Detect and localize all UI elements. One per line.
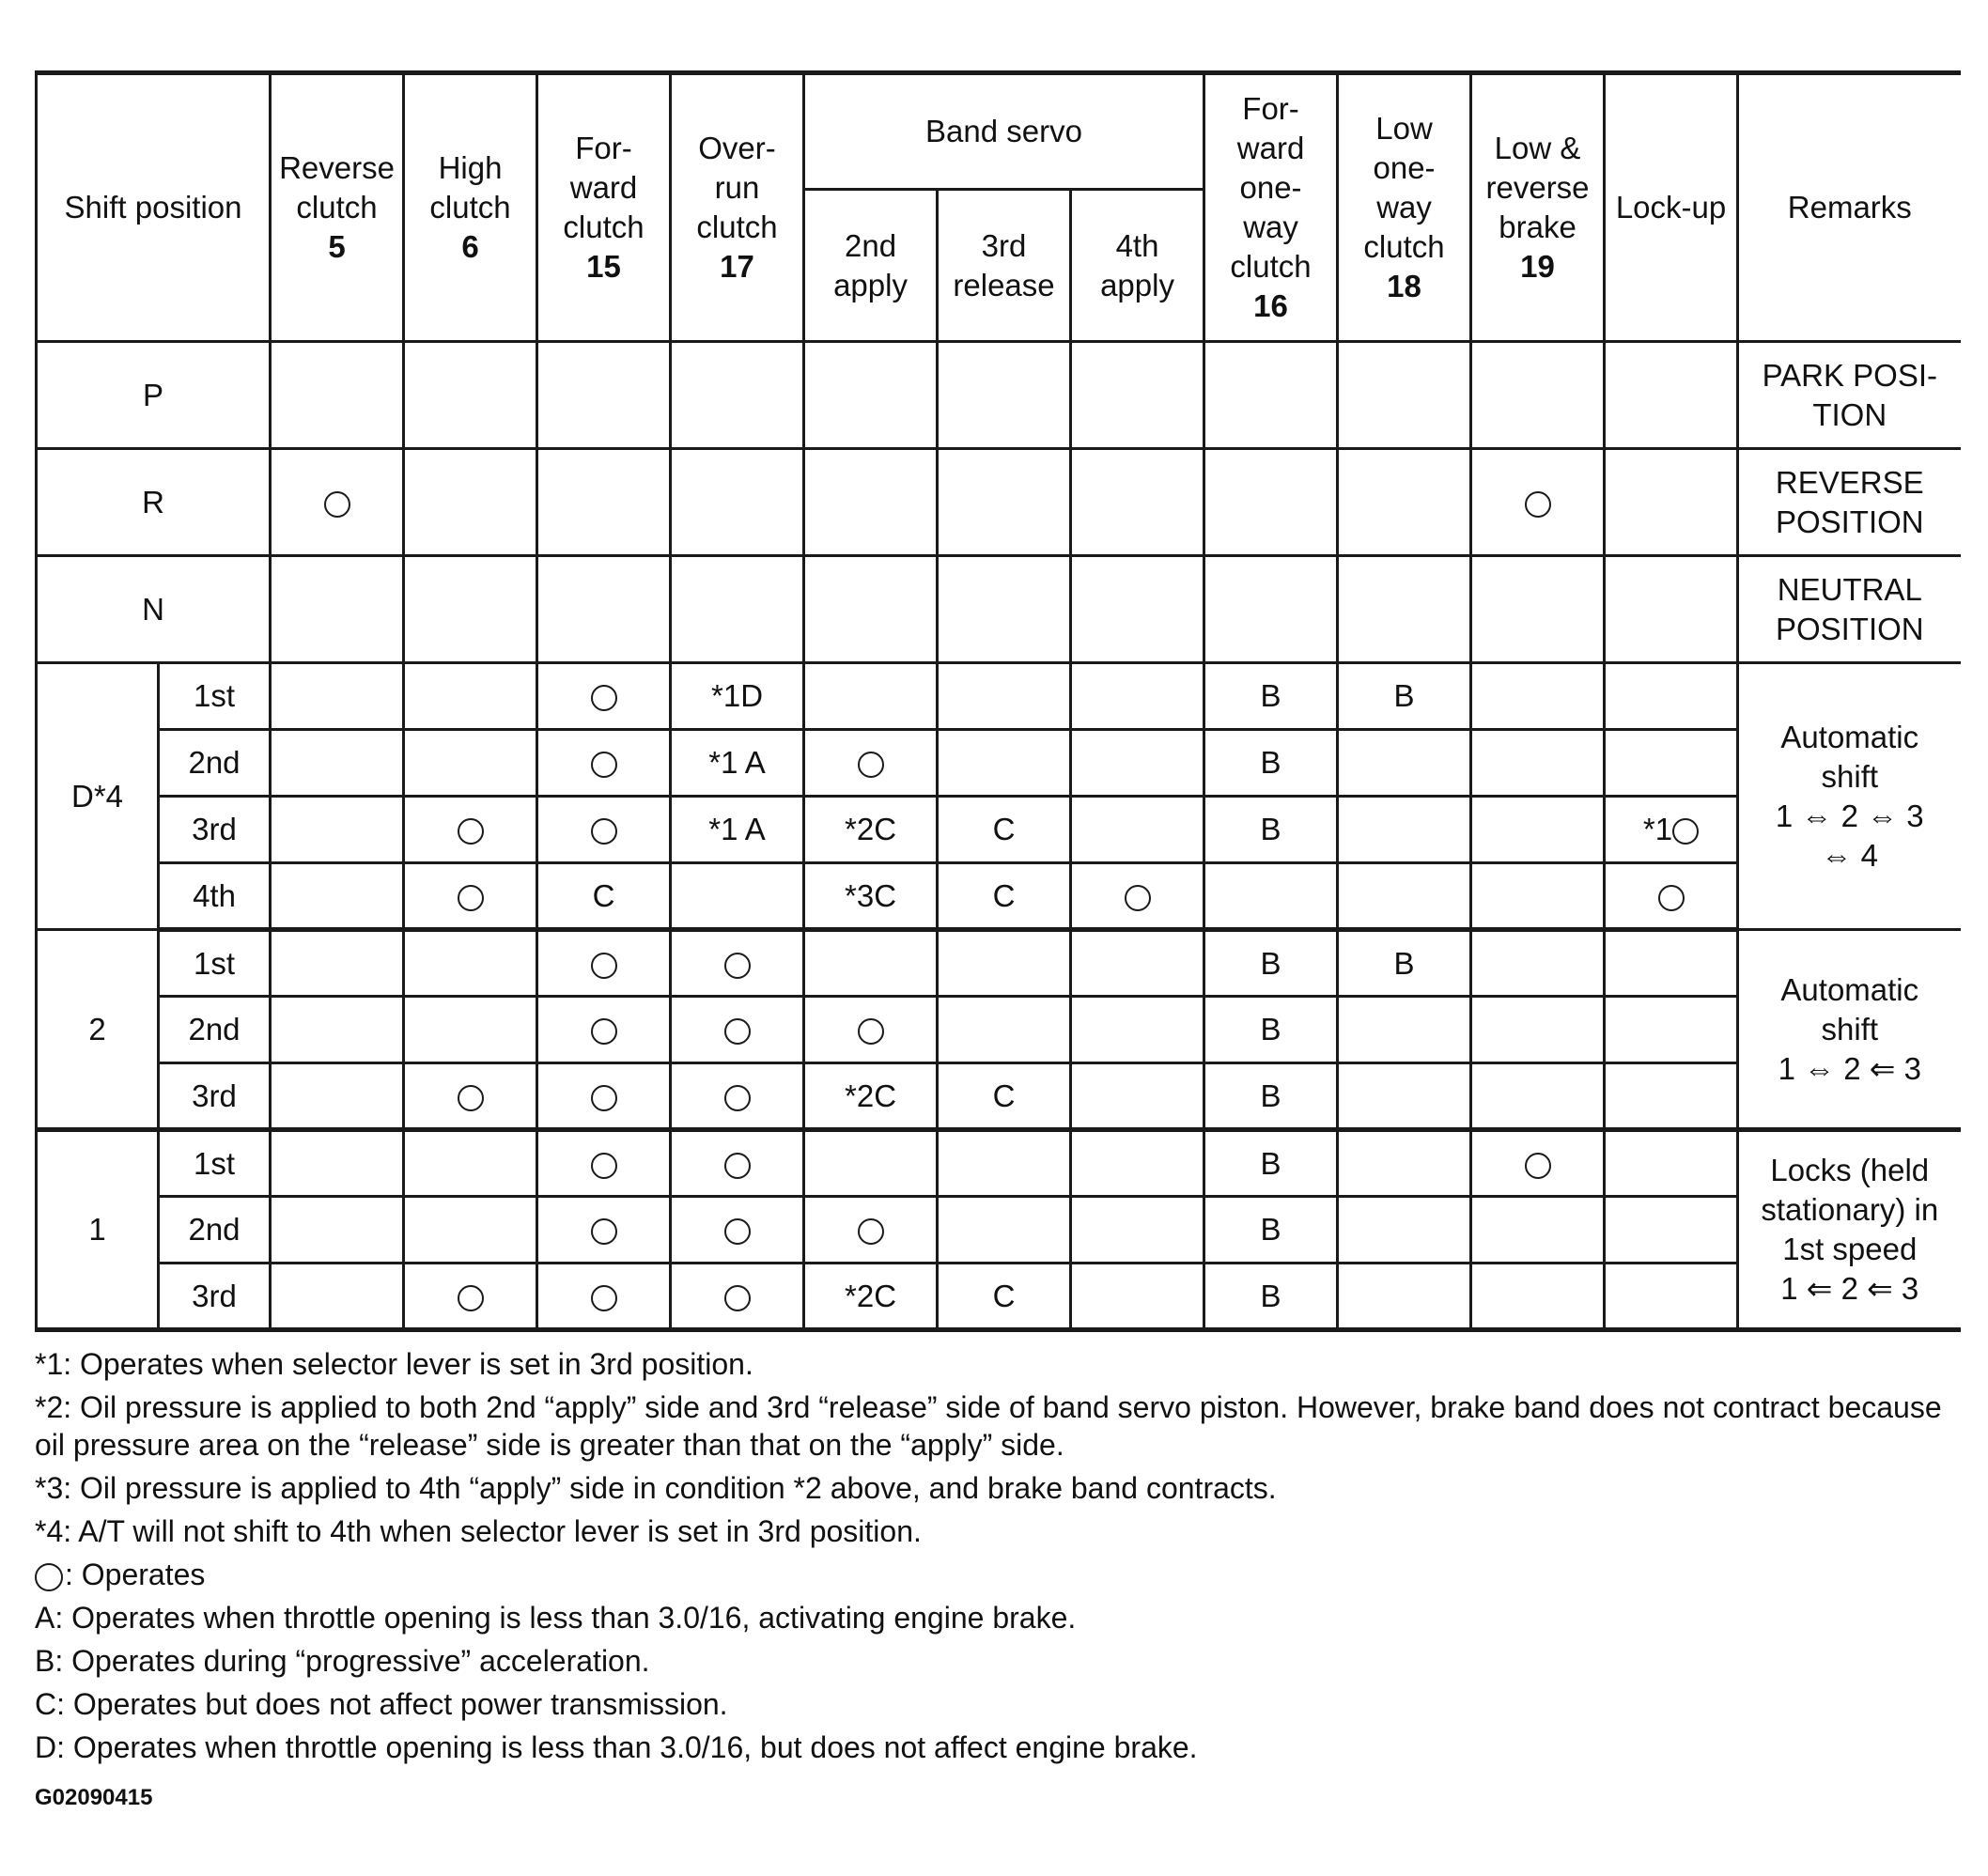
header-reverse-clutch: Reverse clutch 5: [271, 73, 404, 342]
operates-circle-icon: [35, 1563, 63, 1591]
table-row: 4th C *3C C: [37, 863, 1961, 930]
header-forward-clutch: For- ward clutch 15: [537, 73, 671, 342]
table-row: 3rd *2C C B: [37, 1264, 1961, 1330]
gear-1st: 1st: [159, 930, 271, 997]
header-band-3rd-release: 3rd release: [938, 190, 1071, 342]
operates-circle-icon: [724, 1085, 751, 1111]
position-2: 2: [37, 930, 159, 1130]
remark-d4: Automatic shift 1 ⇔ 2 ⇔ 3 ⇔ 4: [1738, 663, 1961, 930]
footnote-2: *2: Oil pressure is applied to both 2nd “apply” side and 3rd “release” side of band servo piston. However, brake band does not contract because oil pressure area on the “release” side is greater than that on the “apply” side.: [35, 1390, 1942, 1462]
operates-circle-icon: [1672, 818, 1699, 845]
gear-2nd: 2nd: [159, 730, 271, 797]
operates-circle-icon: [858, 752, 884, 778]
header-band-2nd-apply: 2nd apply: [804, 190, 938, 342]
header-forward-oneway-clutch: For- ward one- way clutch 16: [1204, 73, 1338, 342]
table-row: 2nd B: [37, 1197, 1961, 1264]
header-shift-position: Shift position: [37, 73, 271, 342]
footnote-3: *3: Oil pressure is applied to 4th “apply” side in condition *2 above, and brake band contracts.: [35, 1471, 1277, 1505]
operates-circle-icon: [1525, 1153, 1551, 1179]
position-p: P: [37, 342, 271, 449]
header-band-servo: Band servo: [804, 73, 1204, 190]
position-r: R: [37, 449, 271, 556]
operates-circle-icon: [1525, 491, 1551, 518]
table-row: 2nd *1 A B: [37, 730, 1961, 797]
table-row: 1 1st B Locks (held stationary) in 1st speed 1 ⇐ 2 ⇐ 3: [37, 1130, 1961, 1197]
operates-circle-icon: [458, 1085, 484, 1111]
table-row: 3rd *2C C B: [37, 1063, 1961, 1130]
header-remarks: Remarks: [1738, 73, 1961, 342]
header-lockup: Lock-up: [1605, 73, 1738, 342]
remark-neutral: NEUTRAL POSITION: [1738, 556, 1961, 663]
footnotes: [35, 1345, 1970, 1772]
operates-circle-icon: [324, 491, 350, 518]
footnote-4: *4: A/T will not shift to 4th when selector lever is set in 3rd position.: [35, 1514, 922, 1548]
table-row: [37, 449, 1961, 556]
operates-circle-icon: [724, 1285, 751, 1311]
table-row: [37, 342, 1961, 449]
operates-circle-icon: [591, 1085, 617, 1111]
remark-reverse: REVERSE POSITION: [1738, 449, 1961, 556]
header-low-oneway-clutch: Low one- way clutch 18: [1338, 73, 1471, 342]
position-d4: D*4: [37, 663, 159, 930]
header-overrun-clutch: Over- run clutch 17: [671, 73, 804, 342]
operates-circle-icon: [591, 1018, 617, 1045]
operates-circle-icon: [591, 1285, 617, 1311]
operates-circle-icon: [1658, 885, 1685, 911]
gear-3rd: 3rd: [159, 1264, 271, 1330]
operates-circle-icon: [858, 1018, 884, 1045]
gear-4th: 4th: [159, 863, 271, 930]
operates-circle-icon: [458, 885, 484, 911]
operates-circle-icon: [724, 1153, 751, 1179]
clutch-brake-operation-table: [35, 70, 1961, 1332]
footnote-1: *1: Operates when selector lever is set in 3rd position.: [35, 1347, 753, 1381]
table-row: D*4 1st *1D B B Automatic shift 1 ⇔ 2 ⇔ 3 ⇔ 4: [37, 663, 1961, 730]
header-high-clutch: High clutch 6: [404, 73, 537, 342]
operates-circle-icon: [1125, 885, 1151, 911]
header-band-4th-apply: 4th apply: [1071, 190, 1204, 342]
gear-1st: 1st: [159, 663, 271, 730]
legend-b: B: Operates during “progressive” acceleration.: [35, 1644, 650, 1678]
table-row: 2nd B: [37, 997, 1961, 1063]
operates-circle-icon: [591, 953, 617, 979]
operates-circle-icon: [724, 1218, 751, 1245]
table-row: [37, 556, 1961, 663]
gear-1st: 1st: [159, 1130, 271, 1197]
operates-circle-icon: [591, 685, 617, 711]
operates-circle-icon: [458, 818, 484, 845]
gear-3rd: 3rd: [159, 1063, 271, 1130]
gear-2nd: 2nd: [159, 997, 271, 1063]
gear-2nd: 2nd: [159, 1197, 271, 1264]
operates-circle-icon: [724, 1018, 751, 1045]
position-n: N: [37, 556, 271, 663]
legend-d: D: Operates when throttle opening is less than 3.0/16, but does not affect engine brake.: [35, 1730, 1198, 1764]
operates-circle-icon: [591, 1218, 617, 1245]
operates-circle-icon: [458, 1285, 484, 1311]
operates-circle-icon: [858, 1218, 884, 1245]
figure-code: G02090415: [35, 1785, 153, 1810]
table-row: 3rd *1 A *2C C B *1: [37, 797, 1961, 863]
remark-1: Locks (held stationary) in 1st speed 1 ⇐ 2 ⇐ 3: [1738, 1130, 1961, 1330]
remark-park: PARK POSI- TION: [1738, 342, 1961, 449]
operates-circle-icon: [591, 818, 617, 845]
header-low-reverse-brake: Low & reverse brake 19: [1471, 73, 1605, 342]
legend-operates: : Operates: [35, 1556, 1970, 1593]
operates-circle-icon: [591, 752, 617, 778]
legend-c: C: Operates but does not affect power transmission.: [35, 1687, 728, 1721]
table-row: 2 1st B B Automatic shift 1 ⇔ 2 ⇐ 3: [37, 930, 1961, 997]
operates-circle-icon: [591, 1153, 617, 1179]
legend-a: A: Operates when throttle opening is less than 3.0/16, activating engine brake.: [35, 1601, 1077, 1635]
position-1: 1: [37, 1130, 159, 1330]
operates-circle-icon: [724, 953, 751, 979]
gear-3rd: 3rd: [159, 797, 271, 863]
remark-2: Automatic shift 1 ⇔ 2 ⇐ 3: [1738, 930, 1961, 1130]
